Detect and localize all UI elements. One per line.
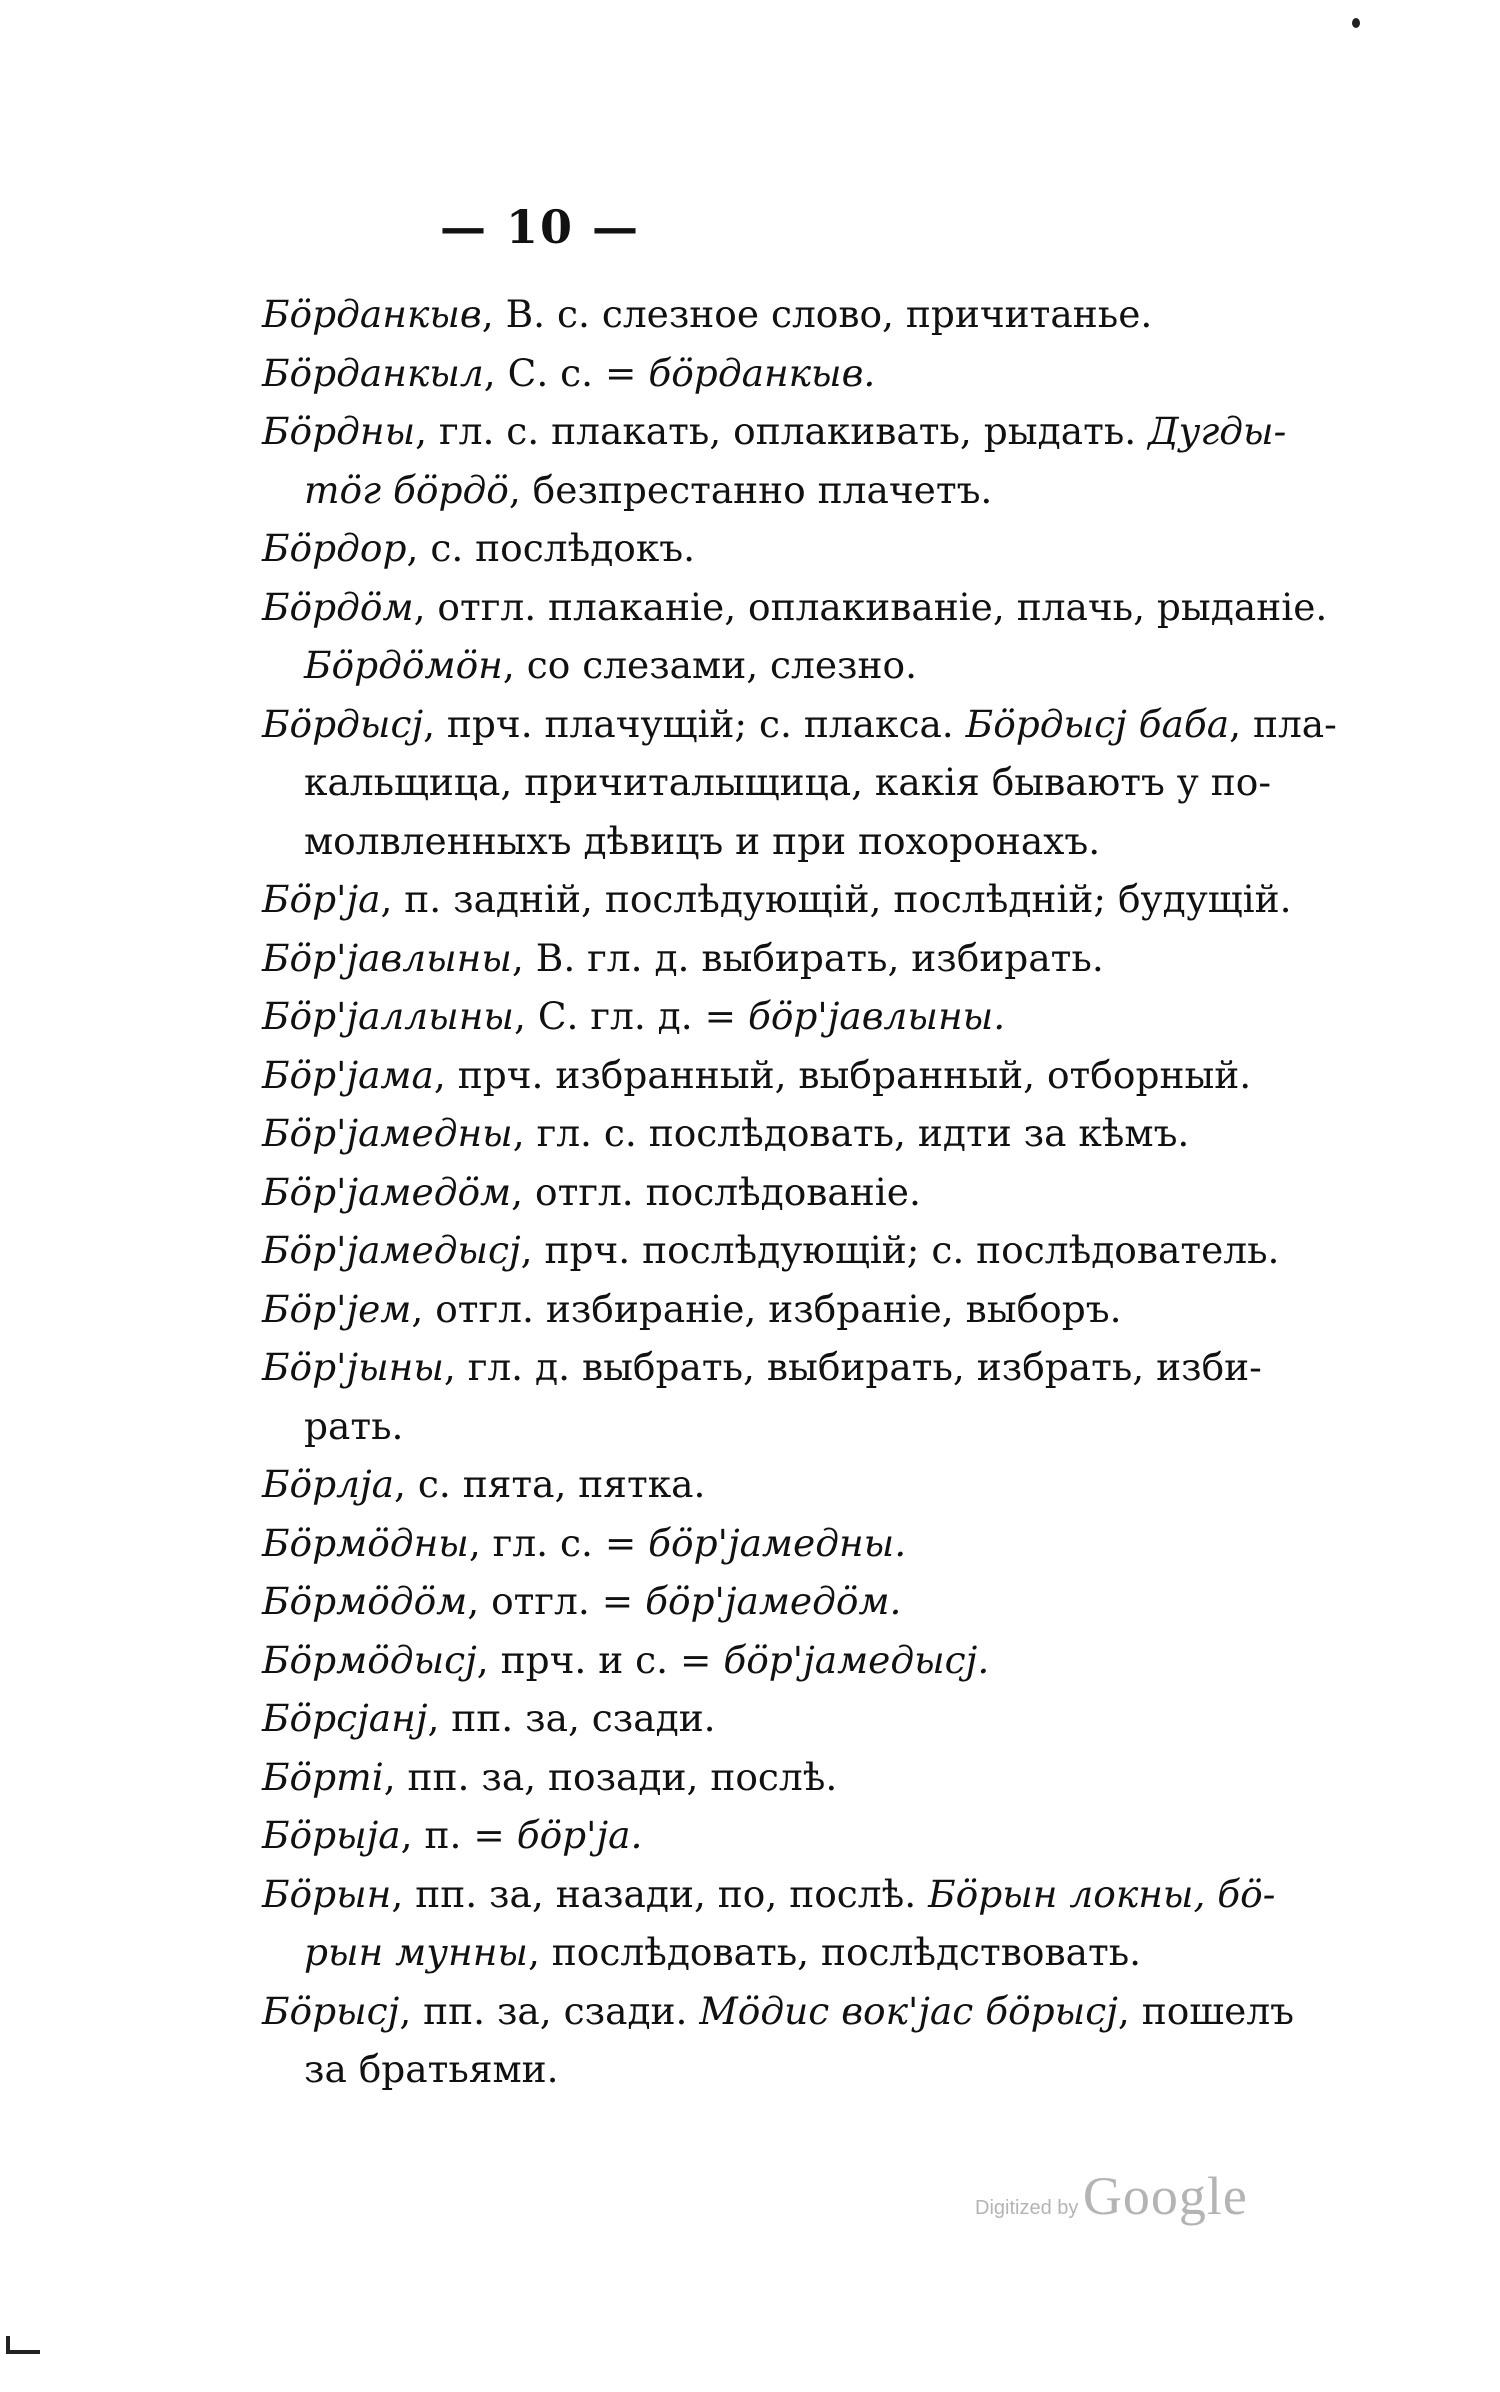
entry-line — [262, 1221, 1352, 1280]
page-number: — 10 — — [439, 200, 641, 254]
definition-text: , прч. плачущій; с. плакса. — [423, 701, 966, 746]
headword-italic: Бöр'јамедысј — [262, 1228, 521, 1272]
definition-text: , гл. д. выбрать, выбирать, избрать, изби- — [443, 1345, 1262, 1389]
headword-italic: Мöдис вок'јас бöрысј — [699, 1988, 1118, 2033]
entry-line — [262, 1455, 1352, 1514]
definition-text: , отгл. = — [467, 1579, 646, 1623]
headword-italic: Дугды- — [1148, 409, 1287, 453]
entry-line — [262, 1046, 1352, 1105]
entry-continuation-line — [262, 1923, 1352, 1982]
dictionary-entry — [262, 1982, 1352, 2099]
headword-italic: Бöрдöм — [262, 584, 414, 629]
dictionary-entry — [262, 1689, 1352, 1748]
headword-italic: рын мунны — [304, 1930, 528, 1974]
headword-italic: бöр'јамедысј. — [723, 1637, 990, 1682]
entry-line — [262, 578, 1352, 637]
entry-continuation-line — [262, 753, 1352, 812]
dictionary-entry — [262, 870, 1352, 929]
definition-text: , прч. и с. = — [476, 1637, 724, 1682]
scan-speck — [1352, 18, 1360, 28]
headword-italic: Бöрдны — [262, 409, 416, 453]
dictionary-entry — [262, 929, 1352, 988]
dictionary-entry — [262, 1104, 1352, 1163]
headword-italic: Бöр'ја — [262, 877, 381, 921]
entry-line — [262, 402, 1352, 461]
dictionary-entry — [262, 1163, 1352, 1222]
entry-line — [262, 1689, 1352, 1748]
dictionary-entry — [262, 1455, 1352, 1514]
headword-italic: бöр'јамедöм. — [645, 1579, 902, 1623]
headword-italic: Бöрмöдысј — [262, 1637, 477, 1682]
definition-text: , прч. избранный, выбранный, отборный. — [433, 1052, 1252, 1097]
dictionary-entry — [262, 1221, 1352, 1280]
headword-italic: Бöр'јавлыны — [262, 935, 512, 980]
entry-line — [262, 519, 1352, 578]
definition-text: , безпрестанно плачетъ. — [508, 467, 993, 512]
definition-text: , п. = — [400, 1813, 517, 1857]
headword-italic: Бöрданкыв — [262, 292, 482, 336]
entry-line — [262, 1982, 1352, 2041]
definition-text: , отгл. послѣдованіе. — [511, 1169, 921, 1214]
definition-text: , С. гл. д. = — [513, 994, 748, 1038]
definition-text: , пп. за, позади, послѣ. — [383, 1754, 838, 1799]
dictionary-entry — [262, 1046, 1352, 1105]
dictionary-entry — [262, 987, 1352, 1046]
dictionary-entry — [262, 1748, 1352, 1807]
definition-text: , отгл. плаканіе, оплакиваніе, плачь, рыданіе. — [413, 584, 1328, 629]
scan-speck — [6, 2350, 40, 2354]
entry-line — [262, 1338, 1352, 1397]
headword-italic: Бöрті — [262, 1754, 384, 1799]
dictionary-entry — [262, 402, 1352, 519]
entry-line — [262, 1572, 1352, 1631]
digitized-by-label: Digitized by — [975, 2197, 1079, 2219]
dictionary-entry — [262, 1865, 1352, 1982]
headword-italic: Бöрын — [262, 1871, 392, 1916]
headword-italic: Бöрлја — [262, 1462, 395, 1506]
definition-text: , гл. с. плакать, оплакивать, рыдать. — [415, 409, 1149, 453]
entry-line — [262, 285, 1352, 344]
entry-line — [262, 1865, 1352, 1924]
definition-text: , пла- — [1229, 701, 1337, 746]
definition-text: , прч. послѣдующій; с. послѣдователь. — [520, 1228, 1280, 1272]
headword-italic: Бöрысј — [262, 1988, 400, 2033]
dictionary-entry — [262, 1572, 1352, 1631]
entry-continuation-line — [262, 461, 1352, 520]
definition-text: , пп. за, назади, по, послѣ. — [391, 1871, 929, 1916]
entry-line — [262, 1514, 1352, 1573]
dictionary-entry — [262, 1806, 1352, 1865]
entry-line — [262, 1631, 1352, 1690]
headword-italic: тöг бöрдö — [304, 467, 509, 512]
entry-continuation-line — [262, 2040, 1352, 2099]
headword-italic: бöрданкыв. — [648, 350, 876, 395]
entry-continuation-line — [262, 1397, 1352, 1456]
entry-line — [262, 987, 1352, 1046]
definition-text: , гл. с. послѣдовать, идти за кѣмъ. — [512, 1111, 1190, 1155]
definition-text: , пп. за, сзади. — [399, 1988, 700, 2033]
entry-continuation-line — [262, 636, 1352, 695]
headword-italic: Бöрданкыл — [262, 350, 484, 395]
headword-italic: Бöр'јыны — [262, 1345, 444, 1389]
definition-text: , В. гл. д. выбирать, избирать. — [511, 935, 1104, 980]
dictionary-entry — [262, 578, 1352, 695]
dictionary-entry — [262, 1631, 1352, 1690]
definition-text: за братьями. — [304, 2047, 559, 2091]
entry-line — [262, 1748, 1352, 1807]
definition-text: , В. с. слезное слово, причитанье. — [481, 292, 1153, 336]
entry-line — [262, 1163, 1352, 1222]
dictionary-entry — [262, 695, 1352, 871]
definition-text: , пп. за, сзади. — [427, 1696, 716, 1740]
headword-italic: Бöр'јаллыны — [262, 994, 514, 1038]
definition-text: , п. задній, послѣдующій, послѣдній; будущій. — [380, 877, 1292, 921]
headword-italic: бöр'јамедны. — [648, 1520, 907, 1565]
scan-speck — [6, 2336, 10, 2354]
headword-italic: бöр'ја. — [516, 1813, 643, 1857]
entry-line — [262, 1104, 1352, 1163]
dictionary-entry — [262, 285, 1352, 344]
headword-italic: Бöрын локны, бö- — [928, 1871, 1276, 1916]
definition-text: молвленныхъ дѣвицъ и при похоронахъ. — [304, 818, 1101, 863]
headword-italic: Бöр'јем — [262, 1286, 412, 1331]
digitized-watermark — [975, 2165, 1248, 2227]
headword-italic: Бöр'јамедны — [262, 1111, 513, 1155]
definition-text: , со слезами, слезно. — [502, 643, 917, 687]
entry-line — [262, 1280, 1352, 1339]
dictionary-entry — [262, 344, 1352, 403]
entry-line — [262, 695, 1352, 754]
definition-text: кальщица, причиталыщица, какія бываютъ у по- — [304, 760, 1272, 804]
headword-italic: Бöр'јамедöм — [262, 1169, 512, 1214]
headword-italic: Бöрмöдöм — [262, 1579, 468, 1623]
google-logo: Google — [1082, 2166, 1248, 2226]
headword-italic: бöр'јавлыны. — [747, 994, 1006, 1038]
definition-text: , гл. с. = — [468, 1520, 649, 1565]
definition-text: , отгл. избираніе, избраніе, выборъ. — [411, 1286, 1122, 1331]
headword-italic: Бöрыја — [262, 1813, 401, 1857]
definition-text: , с. пята, пятка. — [394, 1462, 706, 1506]
headword-italic: Бöр'јама — [262, 1052, 434, 1097]
dictionary-entries — [262, 285, 1352, 2099]
definition-text: , с. послѣдокъ. — [406, 526, 696, 570]
dictionary-entry — [262, 1338, 1352, 1455]
definition-text: рать. — [304, 1403, 404, 1448]
dictionary-entry — [262, 1514, 1352, 1573]
headword-italic: Бöрдöмöн — [304, 643, 503, 687]
definition-text: , С. с. = — [483, 350, 649, 395]
headword-italic: Бöрдор — [262, 526, 407, 570]
headword-italic: Бöрсјанј — [262, 1696, 428, 1740]
headword-italic: Бöрмöдны — [262, 1520, 469, 1565]
dictionary-entry — [262, 1280, 1352, 1339]
entry-continuation-line — [262, 812, 1352, 871]
entry-line — [262, 929, 1352, 988]
entry-line — [262, 1806, 1352, 1865]
headword-italic: Бöрдысј — [262, 701, 424, 746]
dictionary-entry — [262, 519, 1352, 578]
headword-italic: Бöрдысј баба — [965, 701, 1230, 746]
definition-text: , пошелъ — [1117, 1988, 1295, 2033]
entry-line — [262, 344, 1352, 403]
entry-line — [262, 870, 1352, 929]
definition-text: , послѣдовать, послѣдствовать. — [527, 1930, 1142, 1974]
